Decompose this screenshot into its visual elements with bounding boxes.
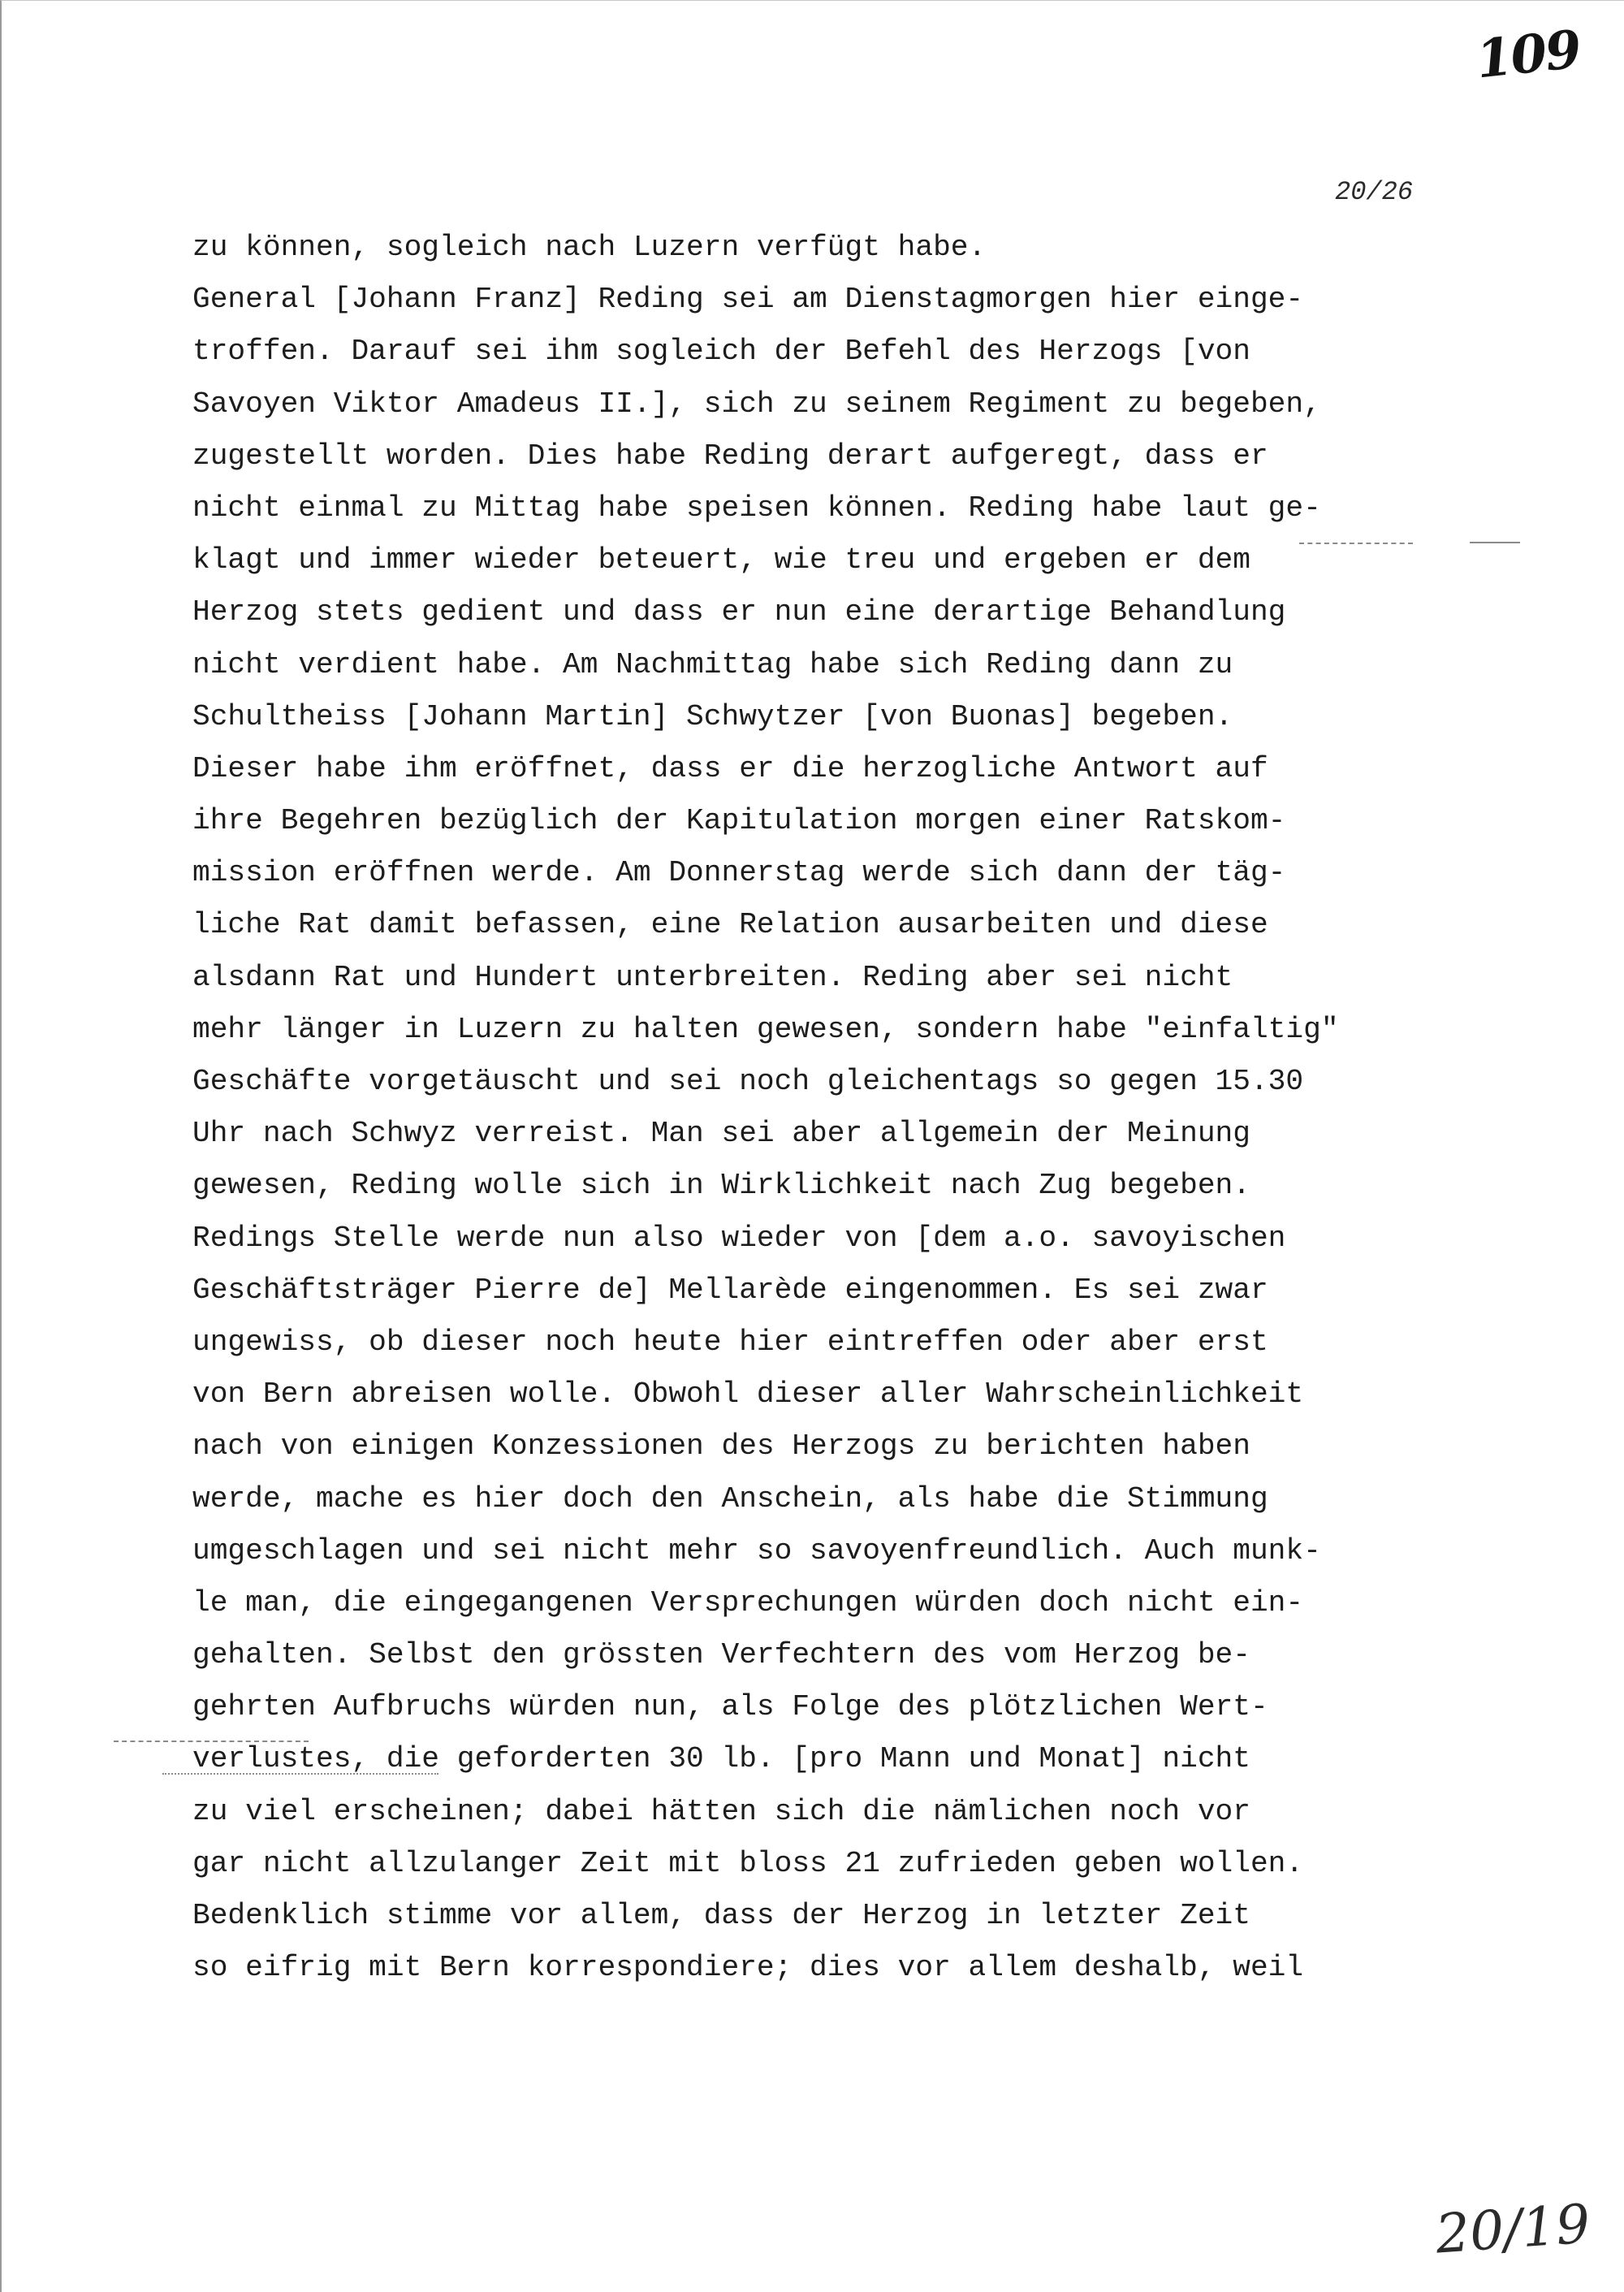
text-line: gehalten. Selbst den grössten Verfechtern des vom Herzog be-: [192, 1638, 1250, 1672]
folio-number: 109: [1473, 19, 1583, 91]
text-line: Savoyen Viktor Amadeus II.], sich zu seinem Regiment zu begeben,: [192, 387, 1321, 421]
text-line: werde, mache es hier doch den Anschein, als habe die Stimmung: [192, 1481, 1268, 1516]
text-line: liche Rat damit befassen, eine Relation ausarbeiten und diese: [192, 908, 1268, 942]
text-line: nach von einigen Konzessionen des Herzogs zu berichten haben: [192, 1429, 1250, 1464]
text-line: ungewiss, ob dieser noch heute hier eintreffen oder aber erst: [192, 1325, 1268, 1359]
text-line: Redings Stelle werde nun also wieder von [dem a.o. savoyischen: [192, 1221, 1286, 1255]
text-line: umgeschlagen und sei nicht mehr so savoyenfreundlich. Auch munk-: [192, 1533, 1321, 1568]
text-line: Geschäfte vorgetäuscht und sei noch gleichentags so gegen 15.30: [192, 1065, 1304, 1098]
margin-mark: [114, 1741, 309, 1742]
text-line: mehr länger in Luzern zu halten gewesen, sondern habe "einfaltig": [192, 1012, 1339, 1046]
text-line: zu können, sogleich nach Luzern verfügt habe.: [192, 231, 987, 264]
text-line: klagt und immer wieder beteuert, wie treu und ergeben er dem: [192, 543, 1250, 577]
margin-mark: [1299, 543, 1413, 544]
text-line: zu viel erscheinen; dabei hätten sich die nämlichen noch vor: [192, 1794, 1250, 1828]
text-line: nicht verdient habe. Am Nachmittag habe sich Reding dann zu: [192, 647, 1233, 681]
text-line: le man, die eingegangenen Versprechungen würden doch nicht ein-: [192, 1585, 1304, 1620]
text-line: gewesen, Reding wolle sich in Wirklichkeit nach Zug begeben.: [192, 1169, 1250, 1203]
text-line: nicht einmal zu Mittag habe speisen können. Reding habe laut ge-: [192, 491, 1321, 525]
text-line: gehrten Aufbruchs würden nun, als Folge des plötzlichen Wert-: [192, 1690, 1268, 1724]
text-line: alsdann Rat und Hundert unterbreiten. Reding aber sei nicht: [192, 960, 1233, 994]
margin-mark: [1470, 542, 1520, 543]
text-line: von Bern abreisen wolle. Obwohl dieser aller Wahrscheinlichkeit: [192, 1377, 1304, 1412]
text-line: troffen. Darauf sei ihm sogleich der Befehl des Herzogs [von: [192, 335, 1250, 369]
text-line: ihre Begehren bezüglich der Kapitulation morgen einer Ratskom-: [192, 804, 1286, 838]
margin-mark: [162, 1773, 438, 1775]
text-line: Dieser habe ihm eröffnet, dass er die herzogliche Antwort auf: [192, 751, 1268, 785]
text-line: Bedenklich stimme vor allem, dass der Herzog in letzter Zeit: [192, 1899, 1250, 1932]
text-line: gar nicht allzulanger Zeit mit bloss 21 zufrieden geben wollen.: [192, 1846, 1304, 1880]
text-line: Herzog stets gedient und dass er nun eine derartige Behandlung: [192, 595, 1286, 629]
text-line: Geschäftsträger Pierre de] Mellarède eingenommen. Es sei zwar: [192, 1273, 1268, 1307]
text-line: zugestellt worden. Dies habe Reding derart aufgeregt, dass er: [192, 439, 1268, 473]
body-text: [192, 222, 1339, 1994]
text-line: Schultheiss [Johann Martin] Schwytzer [von Buonas] begeben.: [192, 699, 1233, 733]
page-number: 20/26: [1335, 177, 1414, 207]
text-line: so eifrig mit Bern korrespondiere; dies vor allem deshalb, weil: [192, 1951, 1304, 1985]
text-line: verlustes, die geforderten 30 lb. [pro Mann und Monat] nicht: [192, 1742, 1250, 1776]
text-line: General [Johann Franz] Reding sei am Dienstagmorgen hier einge-: [192, 283, 1304, 317]
text-line: Uhr nach Schwyz verreist. Man sei aber allgemein der Meinung: [192, 1117, 1250, 1151]
archive-number: 20/19: [1433, 2192, 1592, 2266]
text-line: mission eröffnen werde. Am Donnerstag werde sich dann der täg-: [192, 856, 1286, 890]
